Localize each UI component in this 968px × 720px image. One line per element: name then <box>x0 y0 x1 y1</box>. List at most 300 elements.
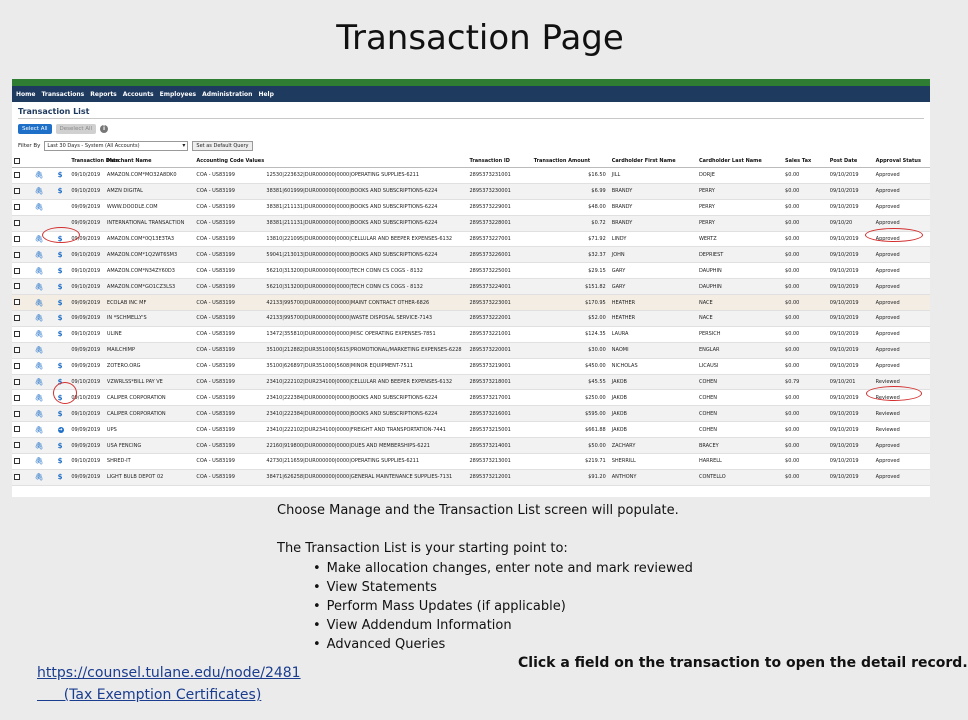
cell-date[interactable]: 09/10/2019 <box>69 168 105 184</box>
row-checkbox-cell[interactable] <box>12 390 33 406</box>
table-row[interactable] <box>12 279 930 295</box>
table-row[interactable] <box>12 247 930 263</box>
dollar-icon[interactable]: $ <box>57 393 63 402</box>
attachment-cell[interactable] <box>33 374 56 390</box>
cell-id[interactable]: 2895373224001 <box>467 279 531 295</box>
cell-date[interactable]: 09/09/2019 <box>69 231 105 247</box>
cell-first[interactable]: JAKOB <box>610 390 697 406</box>
nav-home[interactable]: Home <box>16 90 36 98</box>
row-checkbox-cell[interactable] <box>12 438 33 454</box>
cell-status[interactable]: Approved <box>874 438 930 454</box>
cell-first[interactable]: BRANDY <box>610 199 697 215</box>
cell-tax[interactable]: $0.00 <box>783 263 828 279</box>
cell-tax[interactable]: $0.00 <box>783 168 828 184</box>
cell-status[interactable]: Approved <box>874 247 930 263</box>
cell-coa[interactable]: COA - US83199 <box>194 311 264 327</box>
cell-tax[interactable]: $0.00 <box>783 406 828 422</box>
cell-coa[interactable]: COA - US83199 <box>194 406 264 422</box>
cell-id[interactable]: 2895373216001 <box>467 406 531 422</box>
cell-id[interactable]: 2895373230001 <box>467 183 531 199</box>
dollar-icon[interactable]: $ <box>57 362 63 371</box>
cell-status[interactable]: Approved <box>874 295 930 311</box>
col-status[interactable]: Approval Status <box>874 155 930 168</box>
cell-date[interactable]: 09/09/2019 <box>69 215 105 231</box>
cell-coa[interactable]: COA - US83199 <box>194 326 264 342</box>
table-row[interactable] <box>12 215 930 231</box>
cell-date[interactable]: 09/09/2019 <box>69 295 105 311</box>
cell-last[interactable]: ENGLAR <box>697 342 783 358</box>
cell-date[interactable]: 09/09/2019 <box>69 422 105 438</box>
cell-first[interactable]: ANTHONY <box>610 469 697 485</box>
paperclip-icon[interactable]: 🖇 <box>34 346 44 355</box>
table-row[interactable] <box>12 342 930 358</box>
cell-amount[interactable]: $6.99 <box>532 183 610 199</box>
row-checkbox-cell[interactable] <box>12 342 33 358</box>
cell-coa[interactable]: COA - US83199 <box>194 342 264 358</box>
cell-post[interactable]: 09/10/2019 <box>828 199 874 215</box>
cell-post[interactable]: 09/10/2019 <box>828 406 874 422</box>
allocation-cell[interactable] <box>56 326 70 342</box>
attachment-cell[interactable] <box>33 183 56 199</box>
cell-first[interactable]: LINDY <box>610 231 697 247</box>
attachment-cell[interactable] <box>33 469 56 485</box>
cell-merchant[interactable]: AMAZON.COM*0Q13E3TA3 <box>105 231 195 247</box>
cell-id[interactable]: 2895373231001 <box>467 168 531 184</box>
cell-id[interactable]: 2895373222001 <box>467 311 531 327</box>
cell-last[interactable]: PERRY <box>697 183 783 199</box>
cell-post[interactable]: 09/10/2019 <box>828 231 874 247</box>
row-checkbox[interactable] <box>14 442 20 448</box>
cell-merchant[interactable]: MAILCHIMP <box>105 342 195 358</box>
cell-amount[interactable]: $16.50 <box>532 168 610 184</box>
dollar-icon[interactable]: $ <box>57 187 63 196</box>
cell-id[interactable]: 2895373213001 <box>467 454 531 470</box>
cell-tax[interactable]: $0.00 <box>783 390 828 406</box>
cell-coa[interactable]: COA - US83199 <box>194 247 264 263</box>
table-row[interactable] <box>12 454 930 470</box>
attachment-cell[interactable] <box>33 422 56 438</box>
cell-id[interactable]: 2895373227001 <box>467 231 531 247</box>
col-merchant[interactable]: Merchant Name <box>105 155 195 168</box>
paperclip-icon[interactable]: 🖇 <box>34 362 44 371</box>
nav-reports[interactable]: Reports <box>90 90 117 98</box>
table-row[interactable] <box>12 374 930 390</box>
dollar-icon[interactable]: $ <box>57 473 63 482</box>
cell-amount[interactable]: $151.82 <box>532 279 610 295</box>
paperclip-icon[interactable]: 🖇 <box>34 425 44 434</box>
attachment-cell[interactable] <box>33 326 56 342</box>
cell-post[interactable]: 09/10/2019 <box>828 263 874 279</box>
cell-amount[interactable]: $32.37 <box>532 247 610 263</box>
cell-amount[interactable]: $0.72 <box>532 215 610 231</box>
allocation-cell[interactable] <box>56 454 70 470</box>
row-checkbox-cell[interactable] <box>12 247 33 263</box>
paperclip-icon[interactable]: 🖇 <box>34 235 44 243</box>
cell-post[interactable]: 09/10/2019 <box>828 469 874 485</box>
cell-post[interactable]: 09/10/2019 <box>828 342 874 358</box>
cell-coa[interactable]: COA - US83199 <box>194 295 264 311</box>
table-row[interactable] <box>12 231 930 247</box>
cell-status[interactable]: Approved <box>874 342 930 358</box>
cell-amount[interactable]: $91.20 <box>532 469 610 485</box>
cell-date[interactable]: 09/09/2019 <box>69 469 105 485</box>
allocation-cell[interactable] <box>56 406 70 422</box>
paperclip-icon[interactable]: 🖇 <box>34 409 44 418</box>
cell-date[interactable]: 09/09/2019 <box>69 438 105 454</box>
table-row[interactable] <box>12 168 930 184</box>
cell-coa[interactable]: COA - US83199 <box>194 231 264 247</box>
cell-status[interactable]: Reviewed <box>874 422 930 438</box>
cell-post[interactable]: 09/10/2019 <box>828 390 874 406</box>
cell-tax[interactable]: $0.00 <box>783 454 828 470</box>
table-row[interactable] <box>12 469 930 485</box>
cell-last[interactable]: CONTELLO <box>697 469 783 485</box>
cell-coa[interactable]: COA - US83199 <box>194 374 264 390</box>
paperclip-icon[interactable]: 🖇 <box>34 457 44 466</box>
dollar-icon[interactable]: $ <box>57 441 63 450</box>
paperclip-icon[interactable]: 🖇 <box>34 171 44 180</box>
row-checkbox[interactable] <box>14 299 20 305</box>
cell-id[interactable]: 2895373223001 <box>467 295 531 311</box>
select-all-button[interactable]: Select All <box>18 124 52 134</box>
cell-coa[interactable]: COA - US83199 <box>194 168 264 184</box>
cell-accounting[interactable]: 56210|313200|DUR000000|0000|TECH CONN CS COGS - 8132 <box>264 263 467 279</box>
nav-help[interactable]: Help <box>258 90 274 98</box>
cell-tax[interactable]: $0.00 <box>783 199 828 215</box>
col-first[interactable]: Cardholder First Name <box>610 155 697 168</box>
row-checkbox[interactable] <box>14 363 20 369</box>
cell-amount[interactable]: $45.55 <box>532 374 610 390</box>
cell-coa[interactable]: COA - US83199 <box>194 215 264 231</box>
attachment-cell[interactable] <box>33 358 56 374</box>
paperclip-icon[interactable]: 🖇 <box>34 330 44 339</box>
row-checkbox[interactable] <box>14 268 20 274</box>
row-checkbox[interactable] <box>14 236 20 242</box>
nav-transactions[interactable]: Transactions <box>41 90 85 98</box>
cell-coa[interactable]: COA - US83199 <box>194 422 264 438</box>
cell-id[interactable]: 2895373226001 <box>467 247 531 263</box>
edit-arrow-icon[interactable]: ➔ <box>58 426 63 433</box>
table-row[interactable] <box>12 406 930 422</box>
cell-date[interactable]: 09/10/2019 <box>69 263 105 279</box>
nav-administration[interactable]: Administration <box>202 90 253 98</box>
row-checkbox[interactable] <box>14 331 20 337</box>
cell-id[interactable]: 2895373215001 <box>467 422 531 438</box>
cell-last[interactable]: NACE <box>697 311 783 327</box>
cell-first[interactable]: JOHN <box>610 247 697 263</box>
cell-post[interactable]: 09/10/2019 <box>828 247 874 263</box>
cell-status[interactable]: Approved <box>874 454 930 470</box>
row-checkbox[interactable] <box>14 347 20 353</box>
deselect-all-button[interactable]: Deselect All <box>56 124 97 134</box>
paperclip-icon[interactable]: 🖇 <box>34 378 44 387</box>
cell-status[interactable]: Approved <box>874 358 930 374</box>
row-checkbox-cell[interactable] <box>12 295 33 311</box>
cell-last[interactable]: HARRELL <box>697 454 783 470</box>
cell-date[interactable]: 09/10/2019 <box>69 183 105 199</box>
paperclip-icon[interactable]: 🖇 <box>34 393 44 402</box>
row-checkbox-cell[interactable] <box>12 215 33 231</box>
cell-merchant[interactable]: INTERNATIONAL TRANSACTION <box>105 215 195 231</box>
cell-merchant[interactable]: USA FENCING <box>105 438 195 454</box>
cell-post[interactable]: 09/10/2019 <box>828 279 874 295</box>
cell-id[interactable]: 2895373217001 <box>467 390 531 406</box>
cell-first[interactable]: LAURA <box>610 326 697 342</box>
cell-merchant[interactable]: LIGHT BULB DEPOT 02 <box>105 469 195 485</box>
nav-accounts[interactable]: Accounts <box>122 90 154 98</box>
cell-last[interactable]: WERTZ <box>697 231 783 247</box>
cell-last[interactable]: NACE <box>697 295 783 311</box>
col-date[interactable]: Transaction Date <box>69 155 105 168</box>
cell-amount[interactable]: $124.35 <box>532 326 610 342</box>
cell-last[interactable]: DAUPHIN <box>697 279 783 295</box>
row-checkbox-cell[interactable] <box>12 406 33 422</box>
cell-tax[interactable]: $0.00 <box>783 469 828 485</box>
cell-last[interactable]: COHEN <box>697 374 783 390</box>
row-checkbox[interactable] <box>14 411 20 417</box>
cell-post[interactable]: 09/10/2019 <box>828 183 874 199</box>
allocation-cell[interactable] <box>56 422 70 438</box>
dollar-icon[interactable]: $ <box>57 330 63 339</box>
cell-accounting[interactable]: 23410|222384|DUR000000|0000|BOOKS AND SUBSCRIPTIONS-6224 <box>264 390 467 406</box>
cell-amount[interactable]: $450.00 <box>532 358 610 374</box>
cell-status[interactable]: Approved <box>874 168 930 184</box>
cell-accounting[interactable]: 38471|626258|DUR000000|0000|GENERAL MAINTENANCE SUPPLIES-7131 <box>264 469 467 485</box>
cell-merchant[interactable]: WWW.DOODLE.COM <box>105 199 195 215</box>
cell-last[interactable]: LICAUSI <box>697 358 783 374</box>
cell-id[interactable]: 2895373221001 <box>467 326 531 342</box>
cell-coa[interactable]: COA - US83199 <box>194 279 264 295</box>
dollar-icon[interactable]: $ <box>57 235 63 243</box>
table-row[interactable] <box>12 326 930 342</box>
cell-status[interactable]: Approved <box>874 183 930 199</box>
cell-status[interactable]: Reviewed <box>874 390 930 406</box>
cell-first[interactable]: NAOMI <box>610 342 697 358</box>
cell-accounting[interactable]: 38381|211131|DUR000000|0000|BOOKS AND SUBSCRIPTIONS-6224 <box>264 215 467 231</box>
cell-tax[interactable]: $0.79 <box>783 374 828 390</box>
cell-last[interactable]: DORJE <box>697 168 783 184</box>
dollar-icon[interactable]: $ <box>57 409 63 418</box>
paperclip-icon[interactable]: 🖇 <box>34 266 44 275</box>
table-row[interactable] <box>12 390 930 406</box>
cell-amount[interactable]: $52.00 <box>532 311 610 327</box>
row-checkbox-cell[interactable] <box>12 358 33 374</box>
allocation-cell[interactable] <box>56 263 70 279</box>
attachment-cell[interactable] <box>33 295 56 311</box>
paperclip-icon[interactable]: 🖇 <box>34 441 44 450</box>
row-checkbox-cell[interactable] <box>12 326 33 342</box>
attachment-cell[interactable] <box>33 279 56 295</box>
cell-status[interactable]: Approved <box>874 326 930 342</box>
attachment-cell[interactable] <box>33 247 56 263</box>
attachment-cell[interactable] <box>33 438 56 454</box>
cell-status[interactable]: Approved <box>874 215 930 231</box>
paperclip-icon[interactable]: 🖇 <box>34 298 44 307</box>
filter-select[interactable]: Last 30 Days - System (All Accounts) ▾ <box>44 141 188 151</box>
row-checkbox[interactable] <box>14 220 20 226</box>
cell-first[interactable]: JILL <box>610 168 697 184</box>
cell-coa[interactable]: COA - US83199 <box>194 469 264 485</box>
cell-tax[interactable]: $0.00 <box>783 279 828 295</box>
attachment-cell[interactable] <box>33 199 56 215</box>
row-checkbox[interactable] <box>14 188 20 194</box>
dollar-icon[interactable]: $ <box>57 378 63 387</box>
table-row[interactable] <box>12 358 930 374</box>
row-checkbox-cell[interactable] <box>12 263 33 279</box>
allocation-cell[interactable] <box>56 279 70 295</box>
cell-date[interactable]: 09/10/2019 <box>69 454 105 470</box>
cell-last[interactable]: BRACEY <box>697 438 783 454</box>
cell-status[interactable]: Approved <box>874 263 930 279</box>
cell-accounting[interactable]: 56210|313200|DUR000000|0000|TECH CONN CS COGS - 8132 <box>264 279 467 295</box>
cell-status[interactable]: Approved <box>874 199 930 215</box>
cell-first[interactable]: JAKOB <box>610 422 697 438</box>
row-checkbox[interactable] <box>14 379 20 385</box>
table-row[interactable] <box>12 311 930 327</box>
cell-id[interactable]: 2895373214001 <box>467 438 531 454</box>
paperclip-icon[interactable]: 🖇 <box>34 187 44 196</box>
cell-accounting[interactable]: 13472|355810|DUR000000|0000|MISC OPERATING EXPENSES-7851 <box>264 326 467 342</box>
cell-merchant[interactable]: CALIPER CORPORATION <box>105 406 195 422</box>
cell-status[interactable]: Approved <box>874 231 930 247</box>
cell-date[interactable]: 09/10/2019 <box>69 247 105 263</box>
nav-employees[interactable]: Employees <box>159 90 197 98</box>
cell-last[interactable]: PERRY <box>697 199 783 215</box>
info-icon[interactable]: i <box>100 125 108 133</box>
paperclip-icon[interactable]: 🖇 <box>34 282 44 291</box>
cell-post[interactable]: 09/10/2019 <box>828 454 874 470</box>
paperclip-icon[interactable]: 🖇 <box>34 314 44 323</box>
cell-amount[interactable]: $30.00 <box>532 342 610 358</box>
table-row[interactable] <box>12 263 930 279</box>
allocation-cell[interactable] <box>56 342 70 358</box>
cell-accounting[interactable]: 35100|212882|DUR351000|5615|PROMOTIONAL/MARKETING EXPENSES-6228 <box>264 342 467 358</box>
row-checkbox-cell[interactable] <box>12 199 33 215</box>
allocation-cell[interactable] <box>56 247 70 263</box>
cell-merchant[interactable]: VZWRLSS*BILL PAY VE <box>105 374 195 390</box>
cell-first[interactable]: GARY <box>610 263 697 279</box>
cell-accounting[interactable]: 38381|211131|DUR000000|0000|BOOKS AND SUBSCRIPTIONS-6224 <box>264 199 467 215</box>
cell-date[interactable]: 09/10/2019 <box>69 279 105 295</box>
cell-date[interactable]: 09/10/2019 <box>69 326 105 342</box>
dollar-icon[interactable]: $ <box>57 282 63 291</box>
row-checkbox[interactable] <box>14 315 20 321</box>
cell-coa[interactable]: COA - US83199 <box>194 358 264 374</box>
cell-amount[interactable]: $48.00 <box>532 199 610 215</box>
tax-exemption-link[interactable]: https://counsel.tulane.edu/node/2481 <box>37 665 301 681</box>
col-tax[interactable]: Sales Tax <box>783 155 828 168</box>
allocation-cell[interactable] <box>56 438 70 454</box>
row-checkbox[interactable] <box>14 426 20 432</box>
cell-id[interactable]: 2895373212001 <box>467 469 531 485</box>
col-accounting[interactable]: Accounting Code Values <box>194 155 264 168</box>
cell-first[interactable]: BRANDY <box>610 183 697 199</box>
cell-accounting[interactable]: 12530|223632|DUR000000|0000|OPERATING SUPPLIES-6211 <box>264 168 467 184</box>
allocation-cell[interactable] <box>56 199 70 215</box>
cell-status[interactable]: Reviewed <box>874 406 930 422</box>
cell-post[interactable]: 09/10/2019 <box>828 326 874 342</box>
cell-first[interactable]: NICHOLAS <box>610 358 697 374</box>
cell-last[interactable]: PERRY <box>697 215 783 231</box>
col-post[interactable]: Post Date <box>828 155 874 168</box>
cell-tax[interactable]: $0.00 <box>783 215 828 231</box>
cell-last[interactable]: PERSICH <box>697 326 783 342</box>
header-checkbox[interactable] <box>12 155 33 168</box>
cell-id[interactable]: 2895373229001 <box>467 199 531 215</box>
attachment-cell[interactable] <box>33 342 56 358</box>
cell-status[interactable]: Approved <box>874 469 930 485</box>
table-row[interactable] <box>12 199 930 215</box>
cell-amount[interactable]: $29.15 <box>532 263 610 279</box>
cell-tax[interactable]: $0.00 <box>783 311 828 327</box>
row-checkbox-cell[interactable] <box>12 374 33 390</box>
cell-merchant[interactable]: CALIPER CORPORATION <box>105 390 195 406</box>
cell-amount[interactable]: $219.71 <box>532 454 610 470</box>
table-row[interactable] <box>12 295 930 311</box>
cell-post[interactable]: 09/10/2019 <box>828 311 874 327</box>
select-all-checkbox[interactable] <box>14 158 20 164</box>
cell-merchant[interactable]: UPS <box>105 422 195 438</box>
cell-first[interactable]: SHERRILL <box>610 454 697 470</box>
cell-merchant[interactable]: AMZN DIGITAL <box>105 183 195 199</box>
dollar-icon[interactable]: $ <box>57 266 63 275</box>
cell-amount[interactable]: $661.88 <box>532 422 610 438</box>
table-row[interactable] <box>12 438 930 454</box>
table-row[interactable] <box>12 183 930 199</box>
cell-post[interactable]: 09/10/2019 <box>828 168 874 184</box>
dollar-icon[interactable]: $ <box>57 298 63 307</box>
row-checkbox[interactable] <box>14 252 20 258</box>
row-checkbox-cell[interactable] <box>12 168 33 184</box>
allocation-cell[interactable] <box>56 469 70 485</box>
cell-id[interactable]: 2895373218001 <box>467 374 531 390</box>
cell-last[interactable]: COHEN <box>697 390 783 406</box>
cell-accounting[interactable]: 13810|221095|DUR000000|0000|CELLULAR AND BEEPER EXPENSES-6132 <box>264 231 467 247</box>
attachment-cell[interactable] <box>33 311 56 327</box>
cell-post[interactable]: 09/10/201 <box>828 374 874 390</box>
cell-accounting[interactable]: 42730|211659|DUR000000|0000|OPERATING SUPPLIES-6211 <box>264 454 467 470</box>
allocation-cell[interactable] <box>56 311 70 327</box>
col-last[interactable]: Cardholder Last Name <box>697 155 783 168</box>
cell-coa[interactable]: COA - US83199 <box>194 454 264 470</box>
allocation-cell[interactable] <box>56 183 70 199</box>
cell-last[interactable]: COHEN <box>697 406 783 422</box>
cell-first[interactable]: ZACHARY <box>610 438 697 454</box>
cell-tax[interactable]: $0.00 <box>783 358 828 374</box>
cell-accounting[interactable]: 42133|995700|DUR000000|0000|WASTE DISPOSAL SERVICE-7143 <box>264 311 467 327</box>
cell-amount[interactable]: $71.92 <box>532 231 610 247</box>
cell-amount[interactable]: $50.00 <box>532 438 610 454</box>
cell-merchant[interactable]: ZOTERO.ORG <box>105 358 195 374</box>
row-checkbox-cell[interactable] <box>12 183 33 199</box>
cell-first[interactable]: GARY <box>610 279 697 295</box>
row-checkbox-cell[interactable] <box>12 469 33 485</box>
dollar-icon[interactable]: $ <box>57 171 63 180</box>
row-checkbox[interactable] <box>14 204 20 210</box>
attachment-cell[interactable] <box>33 454 56 470</box>
cell-date[interactable]: 09/09/2019 <box>69 342 105 358</box>
cell-merchant[interactable]: AMAZON.COM*GO1CZ3LS3 <box>105 279 195 295</box>
cell-date[interactable]: 09/10/2019 <box>69 374 105 390</box>
paperclip-icon[interactable]: 🖇 <box>34 473 44 482</box>
col-amount[interactable]: Transaction Amount <box>532 155 610 168</box>
cell-amount[interactable]: $595.00 <box>532 406 610 422</box>
row-checkbox-cell[interactable] <box>12 454 33 470</box>
cell-tax[interactable]: $0.00 <box>783 295 828 311</box>
cell-tax[interactable]: $0.00 <box>783 326 828 342</box>
cell-date[interactable]: 09/09/2019 <box>69 199 105 215</box>
paperclip-icon[interactable]: 🖇 <box>34 250 44 259</box>
